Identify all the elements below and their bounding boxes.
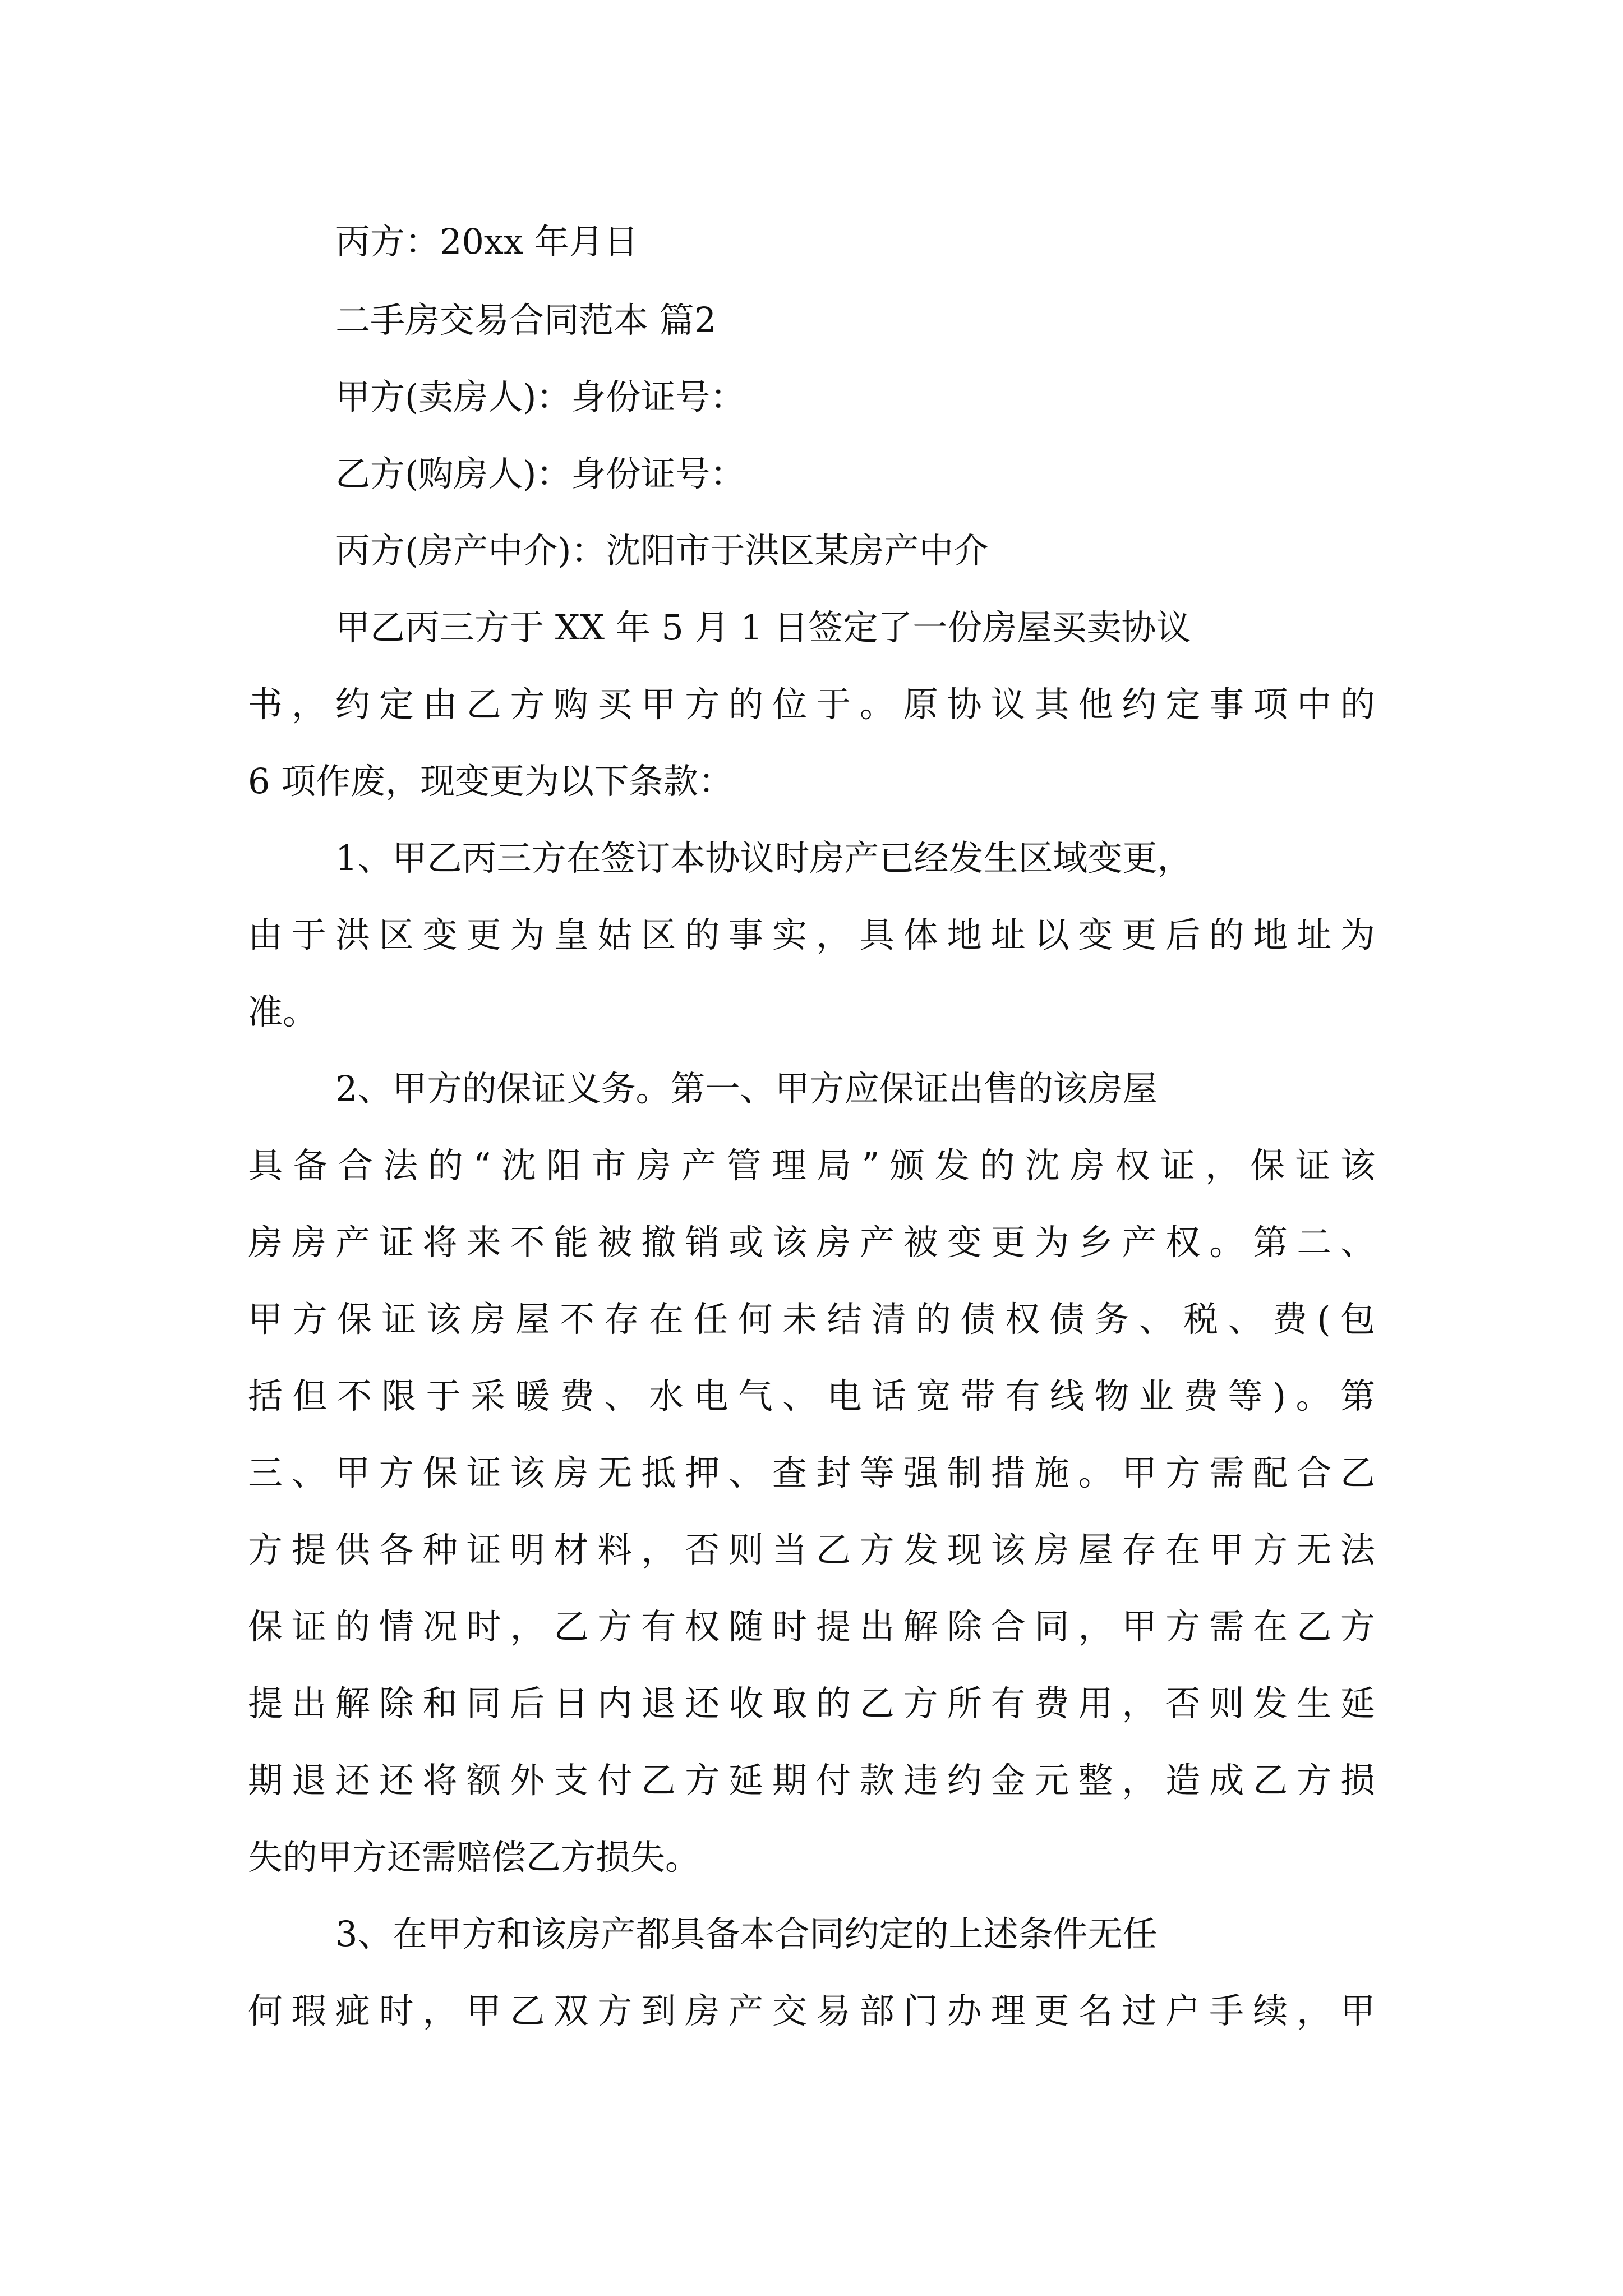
text-line-20: 提出解除和同后日内退还收取的乙方所有费用，否则发生延 <box>248 1683 1375 1724</box>
text-line-1: 丙方：20xx 年月日 <box>335 221 639 262</box>
text-line-15: 甲方保证该房屋不存在任何未结清的债权债务、税、费(包 <box>248 1299 1375 1340</box>
text-line-4: 乙方(购房人)：身份证号： <box>335 453 745 494</box>
text-line-9: 1、甲乙丙三方在签订本协议时房产已经发生区域变更， <box>335 838 1192 878</box>
text-line-19: 保证的情况时，乙方有权随时提出解除合同，甲方需在乙方 <box>248 1606 1375 1647</box>
text-line-8: 6 项作废，现变更为以下条款： <box>248 761 734 802</box>
text-line-7: 书，约定由乙方购买甲方的位于。原协议其他约定事项中的 <box>248 684 1375 725</box>
text-line-21: 期退还还将额外支付乙方延期付款违约金元整，造成乙方损 <box>248 1760 1375 1801</box>
text-line-2: 二手房交易合同范本 篇2 <box>335 300 717 341</box>
text-line-22: 失的甲方还需赔偿乙方损失。 <box>248 1837 700 1878</box>
text-line-24: 何瑕疵时，甲乙双方到房产交易部门办理更名过户手续，甲 <box>248 1990 1375 2031</box>
text-line-18: 方提供各种证明材料，否则当乙方发现该房屋存在甲方无法 <box>248 1529 1375 1570</box>
text-line-13: 具备合法的“沈阳市房产管理局”颁发的沈房权证，保证该 <box>248 1145 1375 1186</box>
text-line-12: 2、甲方的保证义务。第一、甲方应保证出售的该房屋 <box>335 1068 1158 1109</box>
text-line-14: 房房产证将来不能被撤销或该房产被变更为乡产权。第二、 <box>248 1222 1375 1263</box>
text-line-6: 甲乙丙三方于 XX 年 5 月 1 日签定了一份房屋买卖协议 <box>335 607 1191 648</box>
text-line-11: 准。 <box>248 991 318 1032</box>
text-line-5: 丙方(房产中介)：沈阳市于洪区某房产中介 <box>335 530 989 571</box>
text-line-17: 三、甲方保证该房无抵押、查封等强制措施。甲方需配合乙 <box>248 1452 1375 1493</box>
text-line-3: 甲方(卖房人)：身份证号： <box>335 376 745 417</box>
text-line-16: 括但不限于采暖费、水电气、电话宽带有线物业费等)。第 <box>248 1375 1375 1416</box>
text-line-10: 由于洪区变更为皇姑区的事实，具体地址以变更后的地址为 <box>248 914 1375 955</box>
text-line-23: 3、在甲方和该房产都具备本合同约定的上述条件无任 <box>335 1913 1158 1954</box>
